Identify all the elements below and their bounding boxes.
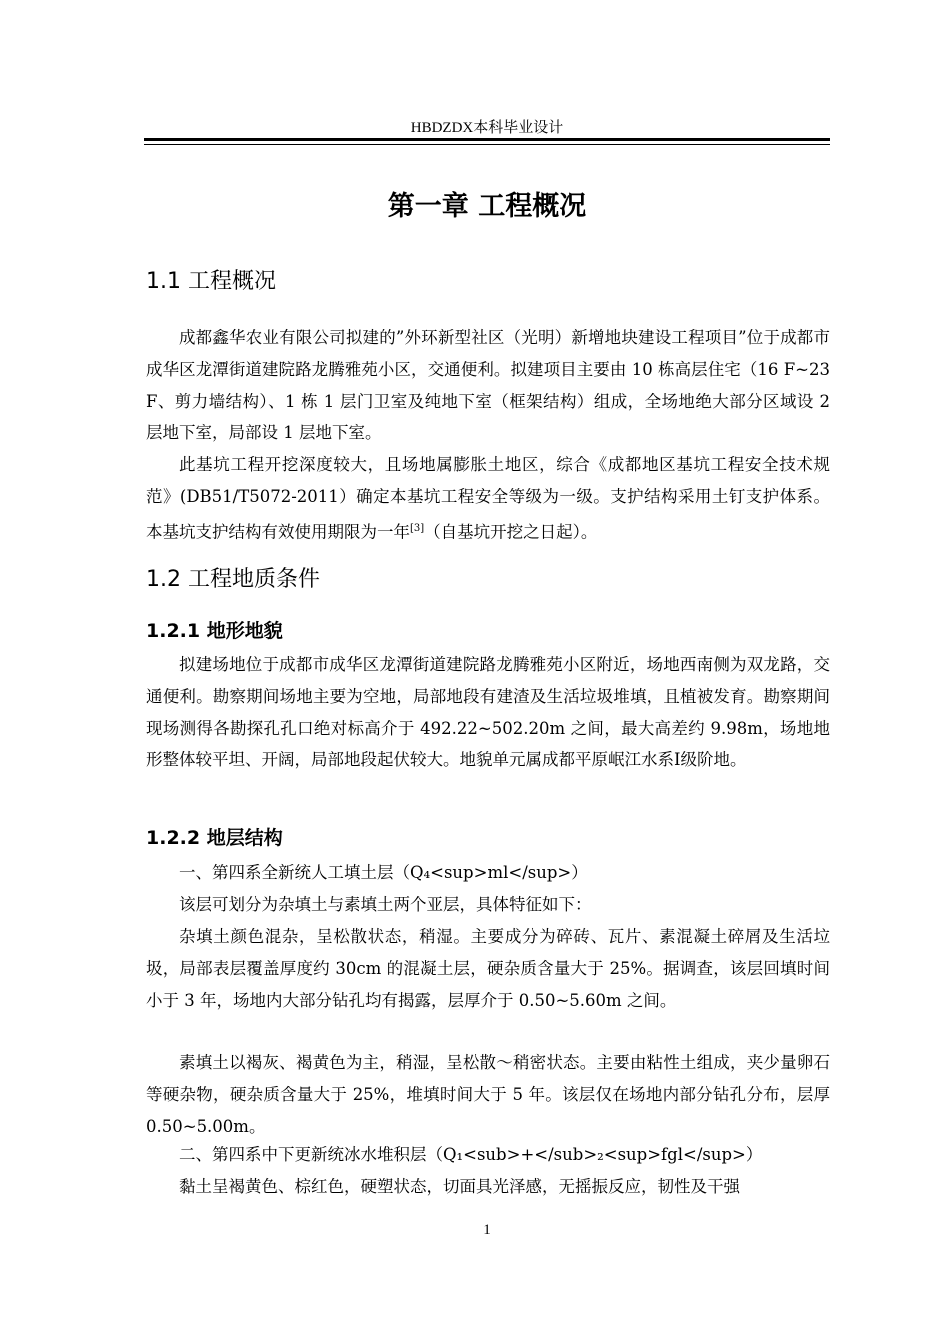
section-1-2-title: 1.2 工程地质条件 — [146, 567, 320, 592]
section-1-1-paragraph-1: 成都鑫华农业有限公司拟建的”外环新型社区（光明）新增地块建设工程项目”位于成都市成华区龙潭街道建院路龙腾雅苑小区，交通便利。拟建项目主要由 10 栋高层住宅（16 F~23 F、剪力墙结构）、1 栋 1 层门卫室及纯地下室（框架结构）组成，全场地绝大部分区域设 2 层地下室，局部设 1 层地下室。 — [146, 328, 830, 443]
page-header: HBDZDX本科毕业设计 — [410, 120, 564, 136]
citation-ref: [3] — [410, 522, 425, 534]
miscellaneous-fill-paragraph: 杂填土颜色混杂，呈松散状态，稍湿。主要成分为碎砖、瓦片、素混凝土碎屑及生活垃圾，局部表层覆盖厚度约 30cm 的混凝土层，硬杂质含量大于 25%。据调查，该层回填时间小于 3 年，场地内大部分钻孔均有揭露，层厚介于 0.50~5.60m 之间。 — [146, 927, 830, 1010]
plain-fill-paragraph: 素填土以褐灰、褐黄色为主，稍湿，呈松散～稍密状态。主要由粘性土组成，夹少量卵石等硬杂物，硬杂质含量大于 25%，堆填时间大于 5 年。该层仅在场地内部分钻孔分布，层厚 0.50~5.00m。 — [146, 1053, 830, 1136]
stratum-heading-2: 二、第四系中下更新统冰水堆积层（Q₁<sub>+</sub>₂<sup>fgl</sup>） — [179, 1145, 763, 1164]
page-number: 1 — [483, 1222, 491, 1238]
header-rule-thin — [144, 144, 830, 145]
chapter-title: 第一章 工程概况 — [387, 191, 587, 222]
section-1-1-paragraph-2 — [146, 449, 830, 548]
section-1-2-1-paragraph: 拟建场地位于成都市成华区龙潭街道建院路龙腾雅苑小区附近，场地西南侧为双龙路，交通便利。勘察期间场地主要为空地，局部地段有建渣及生活垃圾堆填，且植被发育。勘察期间现场测得各勘探孔孔口绝对标高介于 492.22~502.20m 之间，最大高差约 9.98m，场地地形整体较平坦、开阔，局部地段起伏较大。地貌单元属成都平原岷江水系Ⅰ级阶地。 — [146, 655, 830, 770]
paragraph-2-text: 此基坑工程开挖深度较大，且场地属膨胀土地区，综合《成都地区基坑工程安全技术规范》(DB51/T5072-2011）确定本基坑工程安全等级为一级。支护结构采用土钉支护体系。本基坑支护结构有效使用期限为一年 — [146, 455, 830, 542]
section-1-2-1-title: 1.2.1 地形地貌 — [146, 620, 283, 642]
clay-paragraph-start: 黏土呈褐黄色、棕红色，硬塑状态，切面具光泽感，无摇振反应，韧性及干强 — [179, 1177, 740, 1196]
section-1-2-2-title: 1.2.2 地层结构 — [146, 827, 283, 849]
paragraph-2-tail: （自基坑开挖之日起）。 — [424, 522, 598, 542]
section-1-1-title: 1.1 工程概况 — [146, 269, 276, 294]
stratum-heading-1: 一、第四系全新统人工填土层（Q₄<sup>ml</sup>） — [179, 863, 588, 882]
stratum-intro: 该层可划分为杂填土与素填土两个亚层，具体特征如下： — [179, 895, 592, 914]
header-rule-thick — [144, 138, 830, 141]
